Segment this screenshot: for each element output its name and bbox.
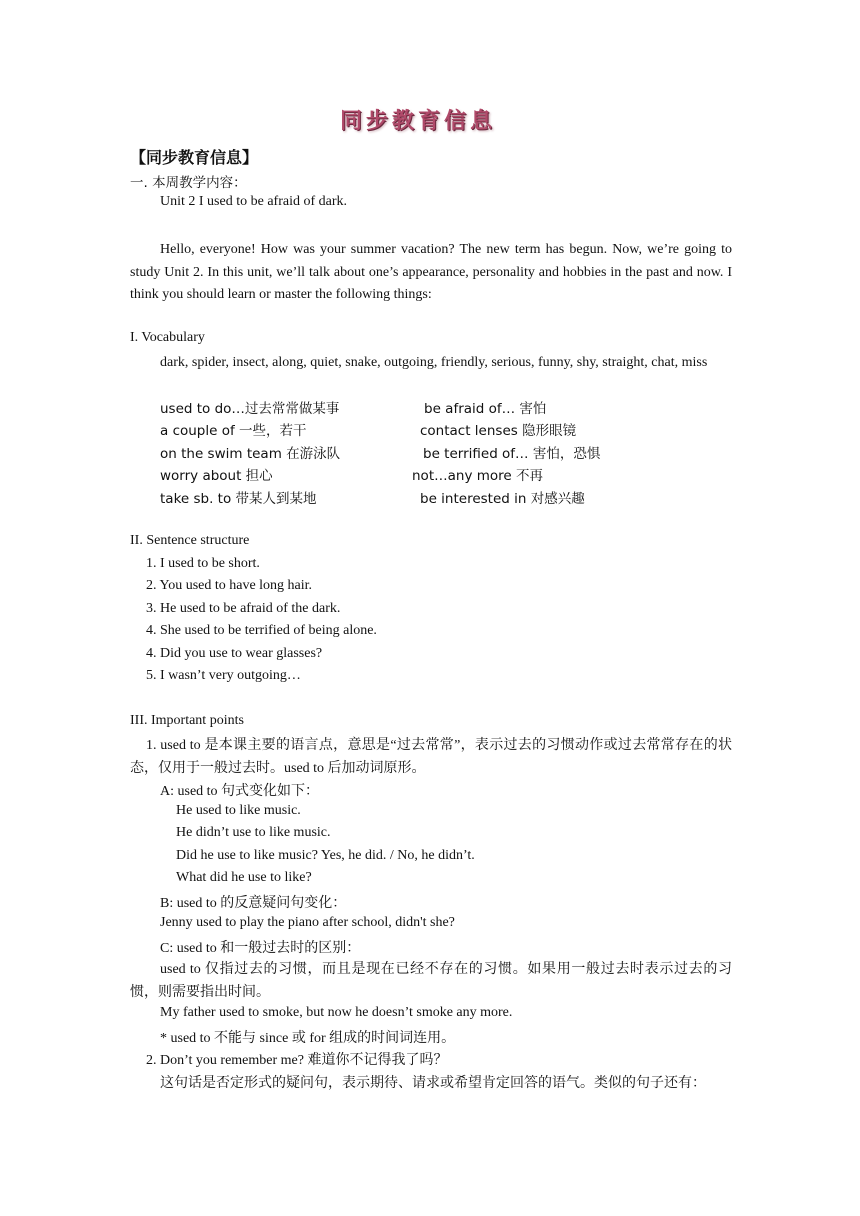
point-2: 2. Don’t you remember me? 难道你不记得我了吗？	[146, 1053, 448, 1068]
sub-b-title: B: used to 的反意疑问句变化：	[160, 896, 347, 911]
phrase-left: used to do…过去常常做某事	[160, 401, 340, 417]
example: What did he use to like?	[176, 870, 312, 885]
intro-paragraph: Hello, everyone! How was your summer vacation? The new term has begun. Now, we’re going to study Unit 2. In this unit, we’ll talk about one’s appearance, personality and hobbies in the past and now. I think you should learn or master the following things:	[130, 242, 732, 303]
phrase-right: be afraid of… 害怕	[424, 401, 547, 417]
list-item: 4. She used to be terrified of being alone.	[146, 623, 377, 638]
example: Jenny used to play the piano after school, didn't she?	[160, 915, 455, 930]
phrase-left: a couple of 一些，若干	[160, 423, 307, 439]
unit-title: Unit 2 I used to be afraid of dark.	[160, 194, 347, 209]
point-1: 1. used to 是本课主要的语言点，意思是“过去常常”，表示过去的习惯动作或过去常常存在的状态，仅用于一般过去时。used to 后加动词原形。	[130, 738, 732, 776]
sub-c-text: used to 仅指过去的习惯，而且是现在已经不存在的习惯。如果用一般过去时表示过去的习惯，则需要指出时间。	[130, 962, 732, 1000]
phrase-left: take sb. to 带某人到某地	[160, 491, 317, 507]
sub-c-title: C: used to 和一般过去时的区别：	[160, 941, 361, 956]
section1-title: 一. 本周教学内容：	[130, 175, 247, 191]
phrase-right: contact lenses 隐形眼镜	[420, 423, 577, 439]
points-title: III. Important points	[130, 713, 244, 728]
banner-title: 同步教育信息	[340, 108, 497, 134]
list-item: 3. He used to be afraid of the dark.	[146, 601, 341, 616]
phrase-left: on the swim team 在游泳队	[160, 446, 341, 462]
vocab-words: dark, spider, insect, along, quiet, snake, outgoing, friendly, serious, funny, shy, straight, chat, miss	[160, 355, 708, 370]
vocab-title: I. Vocabulary	[130, 330, 205, 345]
example: He used to like music.	[176, 803, 301, 818]
phrase-left: worry about 担心	[160, 468, 273, 484]
list-item: 4. Did you use to wear glasses?	[146, 646, 323, 661]
phrase-right: not…any more 不再	[412, 468, 543, 484]
phrase-right: be interested in 对感兴趣	[420, 491, 585, 507]
example: My father used to smoke, but now he doesn’t smoke any more.	[160, 1005, 513, 1020]
list-item: 1. I used to be short.	[146, 556, 260, 571]
example: He didn’t use to like music.	[176, 825, 331, 840]
phrase-right: be terrified of… 害怕，恐惧	[423, 446, 601, 462]
list-item: 2. You used to have long hair.	[146, 578, 313, 593]
list-item: 5. I wasn’t very outgoing…	[146, 668, 301, 683]
note: * used to 不能与 since 或 for 组成的时间词连用。	[160, 1031, 456, 1046]
sentences-title: II. Sentence structure	[130, 533, 250, 548]
point-2-text: 这句话是否定形式的疑问句，表示期待、请求或希望肯定回答的语气。类似的句子还有：	[160, 1076, 706, 1091]
example: Did he use to like music? Yes, he did. / No, he didn’t.	[176, 848, 475, 863]
section-header: 【同步教育信息】	[130, 148, 259, 167]
sub-a-title: A: used to 句式变化如下：	[160, 784, 320, 799]
